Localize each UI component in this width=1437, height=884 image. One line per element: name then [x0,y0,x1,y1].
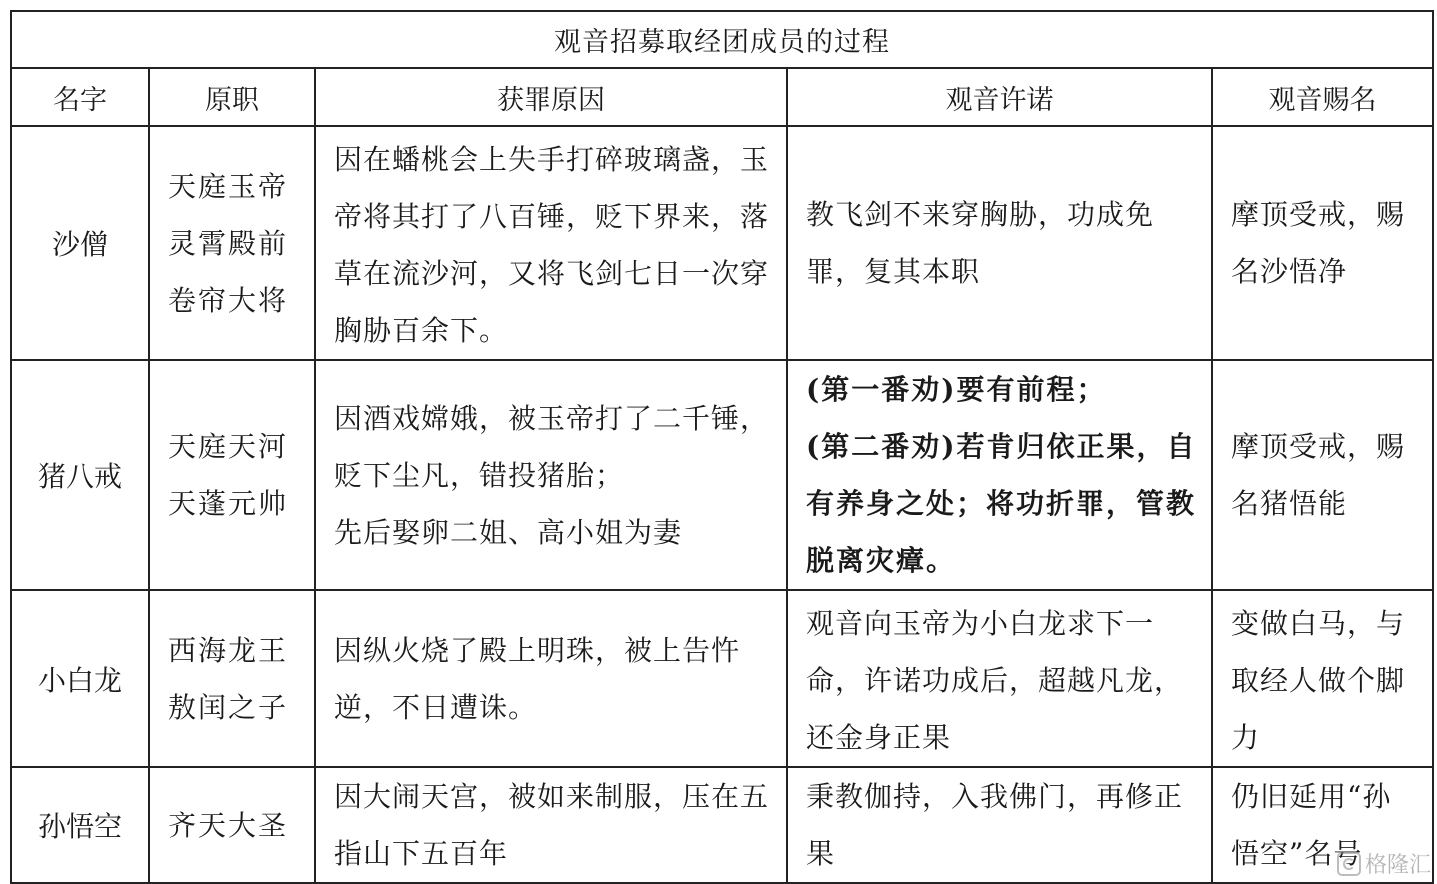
promise-text: (第一番劝)要有前程； [806,373,1107,406]
cell-role: 天庭天河天蓬元帅 [149,360,315,590]
crime-text: 因在蟠桃会上失手打碎玻璃盏，玉帝将其打了八百锤，贬下界来，落草在流沙河，又将飞剑七日一次穿胸胁百余下。 [334,143,770,347]
recruitment-table [10,10,1434,884]
crime-text: 因酒戏嫦娥，被玉帝打了二千锤，贬下尘凡，错投猪胎； [334,401,770,492]
cell-role: 天庭玉帝灵霄殿前卷帘大将 [149,126,315,360]
table-row [11,126,1433,360]
table-row [11,360,1433,590]
header-crime: 获罪原因 [315,68,787,126]
header-given-name: 观音赐名 [1212,68,1433,126]
cell-role: 西海龙王敖闰之子 [149,590,315,767]
cell-given-name: 变做白马，与取经人做个脚力 [1212,590,1433,767]
watermark [1337,848,1431,879]
cell-name: 猪八戒 [11,360,149,590]
table-title: 观音招募取经团成员的过程 [11,11,1433,68]
header-row [11,68,1433,126]
header-role: 原职 [149,68,315,126]
crime-text: 因大闹天宫，被如来制服，压在五指山下五百年 [334,780,770,870]
cell-given-name: 摩顶受戒，赐名猪悟能 [1212,360,1433,590]
cell-crime [315,590,787,767]
cell-name: 小白龙 [11,590,149,767]
watermark-text: 格隆汇 [1364,853,1431,878]
table-row [11,767,1433,883]
crime-text: 因纵火烧了殿上明珠，被上告忤逆，不日遭诛。 [334,633,741,724]
promise-text: 秉教伽持，入我佛门，再修正果 [806,780,1184,870]
crime-text: 先后娶卵二姐、高小姐为妻 [334,515,683,549]
cell-given-name: 仍旧延用“孙悟空”名号 [1212,767,1433,883]
promise-text: 观音向玉帝为小白龙求下一命，许诺功成后，超越凡龙，还金身正果 [806,607,1184,754]
cell-promise [787,590,1212,767]
header-promise: 观音许诺 [787,68,1212,126]
title-row [11,11,1433,68]
cell-name: 沙僧 [11,126,149,360]
cell-role: 齐天大圣 [149,767,315,883]
gelonghui-logo-icon [1337,852,1361,876]
cell-promise [787,767,1212,883]
cell-crime [315,126,787,360]
cell-given-name: 摩顶受戒，赐名沙悟净 [1212,126,1433,360]
cell-name: 孙悟空 [11,767,149,883]
header-name: 名字 [11,68,149,126]
promise-text: 教飞剑不来穿胸胁，功成免罪，复其本职 [806,198,1155,288]
cell-crime [315,360,787,590]
cell-promise [787,360,1212,590]
promise-text: (第二番劝)若肯归依正果，自有养身之处；将功折罪，管教脱离灾瘴。 [806,430,1197,577]
table-row [11,590,1433,767]
cell-promise [787,126,1212,360]
cell-crime [315,767,787,883]
